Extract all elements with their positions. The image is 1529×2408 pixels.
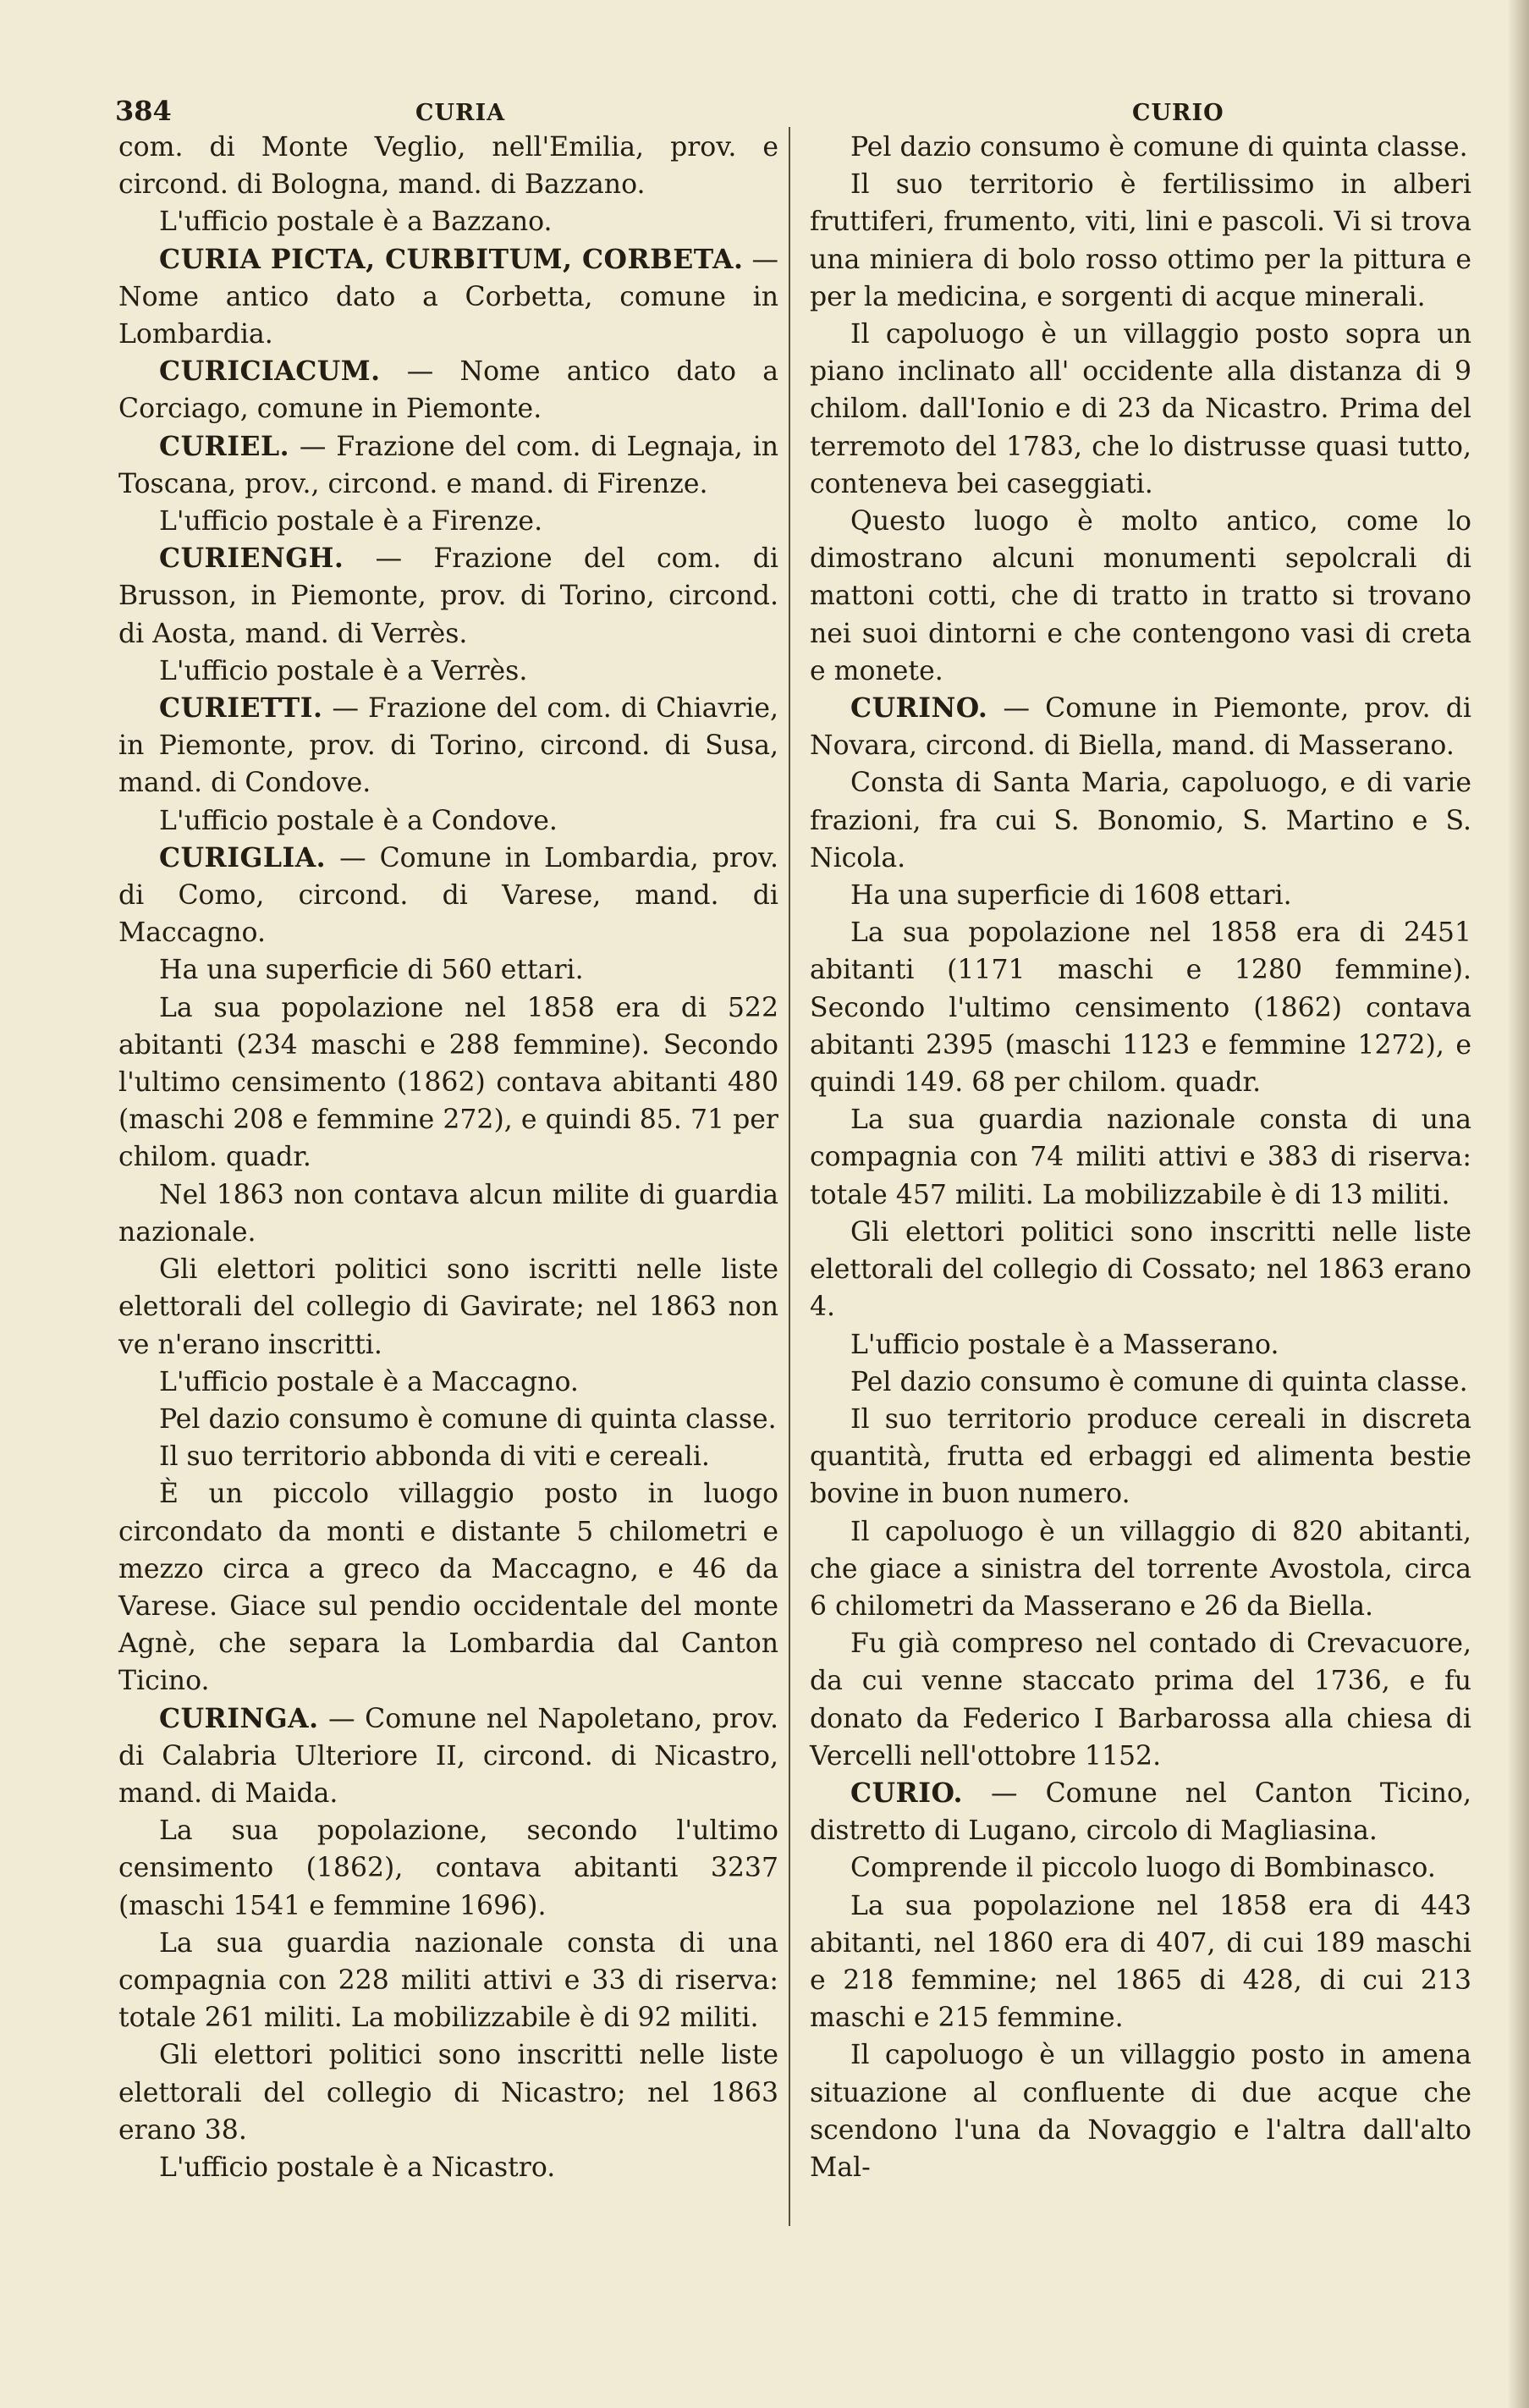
- entry-text: — Comune in Lombardia, prov. di Como, circond. di Varese, mand. di Maccagno.: [118, 842, 778, 949]
- entry-text: — Comune nel Napoletano, prov. di Calabria Ulteriore II, circond. di Nicastro, mand. di Maida.: [118, 1703, 778, 1809]
- paragraph: Comprende il piccolo luogo di Bombinasco.: [850, 1853, 1436, 1884]
- paragraph: Il capoluogo è un villaggio di 820 abitanti, che giace a sinistra del torrente Avostola, circa 6 chilometri da Masserano e 26 da Biella.: [810, 1516, 1471, 1622]
- paragraph: Il suo territorio produce cereali in discreta quantità, frutta ed erbaggi ed alimenta bestie bovine in buon numero.: [810, 1403, 1471, 1510]
- paragraph: L'ufficio postale è a Firenze.: [159, 506, 543, 537]
- right-guide-word: CURIO: [1132, 100, 1224, 126]
- paragraph: Gli elettori politici sono inscritti nelle liste elettorali del collegio di Cossato; nel 1863 erano 4.: [810, 1216, 1471, 1323]
- paragraph: Pel dazio consumo è comune di quinta classe.: [850, 132, 1468, 163]
- paragraph: Consta di Santa Maria, capoluogo, e di varie frazioni, fra cui S. Bonomio, S. Martino e S. Nicola.: [810, 768, 1471, 873]
- entry-headword: CURINGA.: [159, 1702, 319, 1734]
- page-edge-shadow: [1507, 0, 1529, 2408]
- entry-text: — Frazione del com. di Legnaja, in Toscana, prov., circond. e mand. di Firenze.: [118, 431, 778, 499]
- dictionary-entry: [810, 690, 1471, 764]
- paragraph: L'ufficio postale è a Condove.: [159, 805, 558, 836]
- entry-text: — Nome antico dato a Corciago, comune in Piemonte.: [118, 356, 778, 425]
- paragraph: L'ufficio postale è a Maccagno.: [159, 1366, 579, 1397]
- entry-text: — Nome antico dato a Corbetta, comune in Lombardia.: [118, 244, 778, 350]
- entry-headword: CURIA PICTA, CURBITUM, CORBETA.: [159, 243, 744, 275]
- paragraph: Il suo territorio abbonda di viti e cereali.: [159, 1441, 710, 1473]
- entry-headword: CURINO.: [850, 692, 988, 725]
- paragraph: L'ufficio postale è a Masserano.: [850, 1329, 1279, 1360]
- entry-headword: CURIENGH.: [159, 543, 344, 575]
- dictionary-entry: [118, 241, 778, 354]
- entry-headword: CURIO.: [850, 1777, 964, 1809]
- entry-text: — Frazione del com. di Chiavrie, in Piemonte, prov. di Torino, circond. di Susa, mand. di Condove.: [118, 693, 778, 799]
- paragraph: La sua popolazione, secondo l'ultimo censimento (1862), contava abitanti 3237 (maschi 1541 e femmine 1696).: [118, 1816, 778, 1921]
- left-column: [118, 129, 778, 2186]
- paragraph: Ha una superficie di 560 ettari.: [159, 955, 584, 986]
- paragraph: Nel 1863 non contava alcun milite di guardia nazionale.: [118, 1179, 778, 1248]
- paragraph: L'ufficio postale è a Verrès.: [159, 655, 528, 686]
- entry-text: — Comune nel Canton Ticino, distretto di Lugano, circolo di Magliasina.: [810, 1777, 1471, 1847]
- paragraph: Gli elettori politici sono iscritti nelle liste elettorali del collegio di Gavirate; nel 1863 non ve n'erano inscritti.: [118, 1254, 778, 1360]
- dictionary-entry: [118, 540, 778, 653]
- paragraph: Pel dazio consumo è comune di quinta classe.: [159, 1403, 777, 1435]
- dictionary-entry: [810, 1775, 1471, 1849]
- paragraph: La sua guardia nazionale consta di una compagnia con 74 militi attivi e 383 di riserva: totale 457 militi. La mobilizzabile è di 13 militi.: [810, 1105, 1471, 1210]
- paragraph: Il capoluogo è un villaggio posto in amena situazione al confluente di due acque che scendono l'una da Novaggio e l'altra dall'alto Mal-: [810, 2040, 1471, 2183]
- entry-headword: CURIETTI.: [159, 692, 323, 725]
- paragraph: Ha una superficie di 1608 ettari.: [850, 880, 1292, 912]
- paragraph: Questo luogo è molto antico, come lo dimostrano alcuni monumenti sepolcrali di mattoni cotti, che di tratto in tratto si trovano nei suoi dintorni e che contengono vasi di creta e monete.: [810, 506, 1471, 686]
- paragraph: L'ufficio postale è a Bazzano.: [159, 207, 553, 238]
- entry-headword: CURICIACUM.: [159, 355, 381, 388]
- paragraph: La sua guardia nazionale consta di una compagnia con 228 militi attivi e 33 di riserva: totale 261 militi. La mobilizzabile è di 92 militi.: [118, 1927, 778, 2034]
- dictionary-entry: [118, 353, 778, 427]
- paragraph: L'ufficio postale è a Nicastro.: [159, 2152, 556, 2183]
- page-number: 384: [115, 95, 172, 127]
- left-guide-word: CURIA: [415, 100, 506, 126]
- column-divider: [789, 127, 790, 2226]
- entry-headword: CURIEL.: [159, 430, 290, 462]
- dictionary-entry: [118, 1700, 778, 1813]
- paragraph: Il suo territorio è fertilissimo in alberi fruttiferi, frumento, viti, lini e pascoli. Vi si trova una miniera di bolo rosso ottimo per la pittura e per la medicina, e sorgenti di acque minerali.: [810, 169, 1471, 312]
- dictionary-entry: [118, 690, 778, 802]
- entry-text: — Comune in Piemonte, prov. di Novara, circond. di Biella, mand. di Masserano.: [810, 693, 1471, 762]
- paragraph: È un piccolo villaggio posto in luogo circondato da monti e distante 5 chilometri e mezzo circa a greco da Maccagno, e 46 da Varese. Giace sul pendio occidentale del monte Agnè, che separa la Lombardia dal Canton Ticino.: [118, 1479, 778, 1697]
- right-column: [810, 129, 1471, 2186]
- entry-text: — Frazione del com. di Brusson, in Piemonte, prov. di Torino, circond. di Aosta, mand. di Verrès.: [118, 543, 778, 649]
- paragraph: com. di Monte Veglio, nell'Emilia, prov. e circond. di Bologna, mand. di Bazzano.: [118, 132, 778, 201]
- dictionary-entry: [118, 428, 778, 503]
- paragraph: Gli elettori politici sono inscritti nelle liste elettorali del collegio di Nicastro; nel 1863 erano 38.: [118, 2040, 778, 2146]
- entry-headword: CURIGLIA.: [159, 841, 327, 873]
- paragraph: Pel dazio consumo è comune di quinta classe.: [850, 1366, 1468, 1397]
- paragraph: Fu già compreso nel contado di Crevacuore, da cui venne staccato prima del 1736, e fu donato da Federico I Barbarossa alla chiesa di Vercelli nell'ottobre 1152.: [810, 1628, 1471, 1772]
- paragraph: La sua popolazione nel 1858 era di 522 abitanti (234 maschi e 288 femmine). Secondo l'ultimo censimento (1862) contava abitanti 480 (maschi 208 e femmine 272), e quindi 85. 71 per chilom. quadr.: [118, 992, 778, 1173]
- paragraph: Il capoluogo è un villaggio posto sopra un piano inclinato all' occidente alla distanza di 9 chilom. dall'Ionio e di 23 da Nicastro. Prima del terremoto del 1783, che lo distrusse quasi tutto, conteneva bei caseggiati.: [810, 319, 1471, 499]
- paragraph: La sua popolazione nel 1858 era di 443 abitanti, nel 1860 era di 407, di cui 189 maschi e 218 femmine; nel 1865 di 428, di cui 213 maschi e 215 femmine.: [810, 1890, 1471, 2034]
- paragraph: La sua popolazione nel 1858 era di 2451 abitanti (1171 maschi e 1280 femmine). Secondo l'ultimo censimento (1862) contava abitanti 2395 (maschi 1123 e femmine 1272), e quindi 149. 68 per chilom. quadr.: [810, 917, 1471, 1099]
- dictionary-entry: [118, 840, 778, 952]
